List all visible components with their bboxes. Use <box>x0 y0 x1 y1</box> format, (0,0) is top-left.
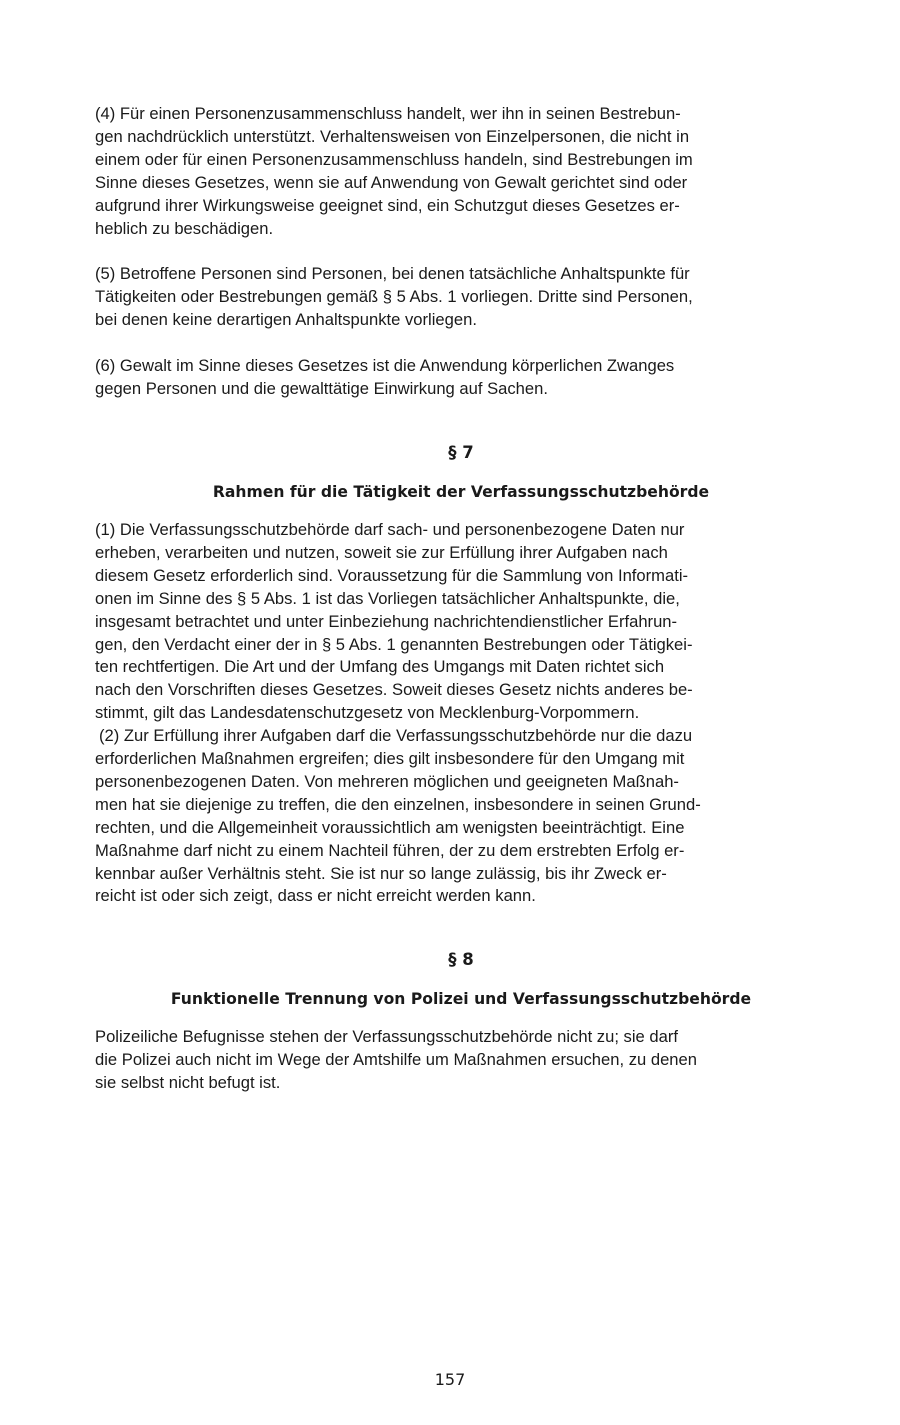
text-line: rechten, und die Allgemeinheit voraussichtlich am wenigsten beeinträchtigt. Eine <box>95 817 685 837</box>
text-line: aufgrund ihrer Wirkungsweise geeignet sind, ein Schutzgut dieses Gesetzes er- <box>95 195 680 215</box>
text-line: onen im Sinne des § 5 Abs. 1 ist das Vorliegen tatsächlicher Anhaltspunkte, die, <box>95 588 680 608</box>
text-line: (4) Für einen Personenzusammenschluss handelt, wer ihn in seinen Bestrebun- <box>95 104 681 123</box>
section-7-paragraph-1 <box>95 519 815 725</box>
text-line: men hat sie diejenige zu treffen, die den einzelnen, insbesondere in seinen Grund- <box>95 794 701 814</box>
text-line: diesem Gesetz erforderlich sind. Voraussetzung für die Sammlung von Informati- <box>95 565 689 585</box>
text-line: Tätigkeiten oder Bestrebungen gemäß § 5 Abs. 1 vorliegen. Dritte sind Personen, <box>95 287 693 307</box>
spacer <box>95 908 815 950</box>
spacer <box>95 1008 815 1026</box>
text-line: gen nachdrücklich unterstützt. Verhaltensweisen von Einzelpersonen, die nicht in <box>95 126 690 146</box>
text-line: heblich zu beschädigen. <box>95 218 274 238</box>
spacer <box>95 462 815 483</box>
text-line: Polizeiliche Befugnisse stehen der Verfassungsschutzbehörde nicht zu; sie darf <box>95 1027 678 1047</box>
spacer <box>95 501 815 519</box>
text-line: Maßnahme darf nicht zu einem Nachteil führen, der zu dem erstrebten Erfolg er- <box>95 840 685 860</box>
text-line: sie selbst nicht befugt ist. <box>95 1073 281 1093</box>
text-line: ten rechtfertigen. Die Art und der Umfang des Umgangs mit Daten richtet sich <box>95 657 665 677</box>
section-7-paragraph-2 <box>95 725 815 908</box>
text-line: (6) Gewalt im Sinne dieses Gesetzes ist die Anwendung körperlichen Zwanges <box>95 356 675 376</box>
section-8-paragraph-1 <box>95 1026 815 1095</box>
text-line: erheben, verarbeiten und nutzen, soweit sie zur Erfüllung ihrer Aufgaben nach <box>95 542 668 562</box>
text-line: bei denen keine derartigen Anhaltspunkte vorliegen. <box>95 310 477 330</box>
paragraph-5 <box>95 263 815 332</box>
text-line: kennbar außer Verhältnis steht. Sie ist nur so lange zulässig, bis ihr Zweck er- <box>95 863 667 883</box>
text-line: nach den Vorschriften dieses Gesetzes. Soweit dieses Gesetz nichts anderes be- <box>95 680 693 700</box>
text-line: personenbezogenen Daten. Von mehreren möglichen und geeigneten Maßnah- <box>95 771 679 791</box>
spacer <box>95 332 815 355</box>
text-line: (5) Betroffene Personen sind Personen, bei denen tatsächliche Anhaltspunkte für <box>95 264 690 284</box>
spacer <box>95 401 815 443</box>
paragraph-4 <box>95 103 815 240</box>
text-line: reicht ist oder sich zeigt, dass er nicht erreicht werden kann. <box>95 886 536 906</box>
text-line: gen, den Verdacht einer der in § 5 Abs. 1 genannten Bestrebungen oder Tätigkei- <box>95 634 693 654</box>
text-line: stimmt, gilt das Landesdatenschutzgesetz von Mecklenburg-Vorpommern. <box>95 703 640 723</box>
text-line: die Polizei auch nicht im Wege der Amtshilfe um Maßnahmen ersuchen, zu denen <box>95 1050 697 1070</box>
section-7-number: § 7 <box>448 442 474 462</box>
text-line: erforderlichen Maßnahmen ergreifen; dies gilt insbesondere für den Umgang mit <box>95 749 685 769</box>
paragraph-6 <box>95 355 815 401</box>
section-8-number: § 8 <box>448 950 474 970</box>
text-line: gegen Personen und die gewalttätige Einwirkung auf Sachen. <box>95 379 548 399</box>
spacer <box>95 969 815 990</box>
text-line: Sinne dieses Gesetzes, wenn sie auf Anwendung von Gewalt gerichtet sind oder <box>95 172 688 192</box>
text-line: einem oder für einen Personenzusammenschluss handeln, sind Bestrebungen im <box>95 149 693 169</box>
section-7-title: Rahmen für die Tätigkeit der Verfassungsschutzbehörde <box>212 482 710 501</box>
text-line: insgesamt betrachtet und unter Einbeziehung nachrichtendienstlicher Erfahrun- <box>95 611 678 631</box>
section-8-title: Funktionelle Trennung von Polizei und Verfassungsschutzbehörde <box>170 990 752 1009</box>
page-content <box>95 103 815 1095</box>
page-number: 157 <box>434 1370 466 1389</box>
text-line: (2) Zur Erfüllung ihrer Aufgaben darf die Verfassungsschutzbehörde nur die dazu <box>99 726 693 746</box>
spacer <box>95 240 815 263</box>
text-line: (1) Die Verfassungsschutzbehörde darf sach- und personenbezogene Daten nur <box>95 519 685 539</box>
